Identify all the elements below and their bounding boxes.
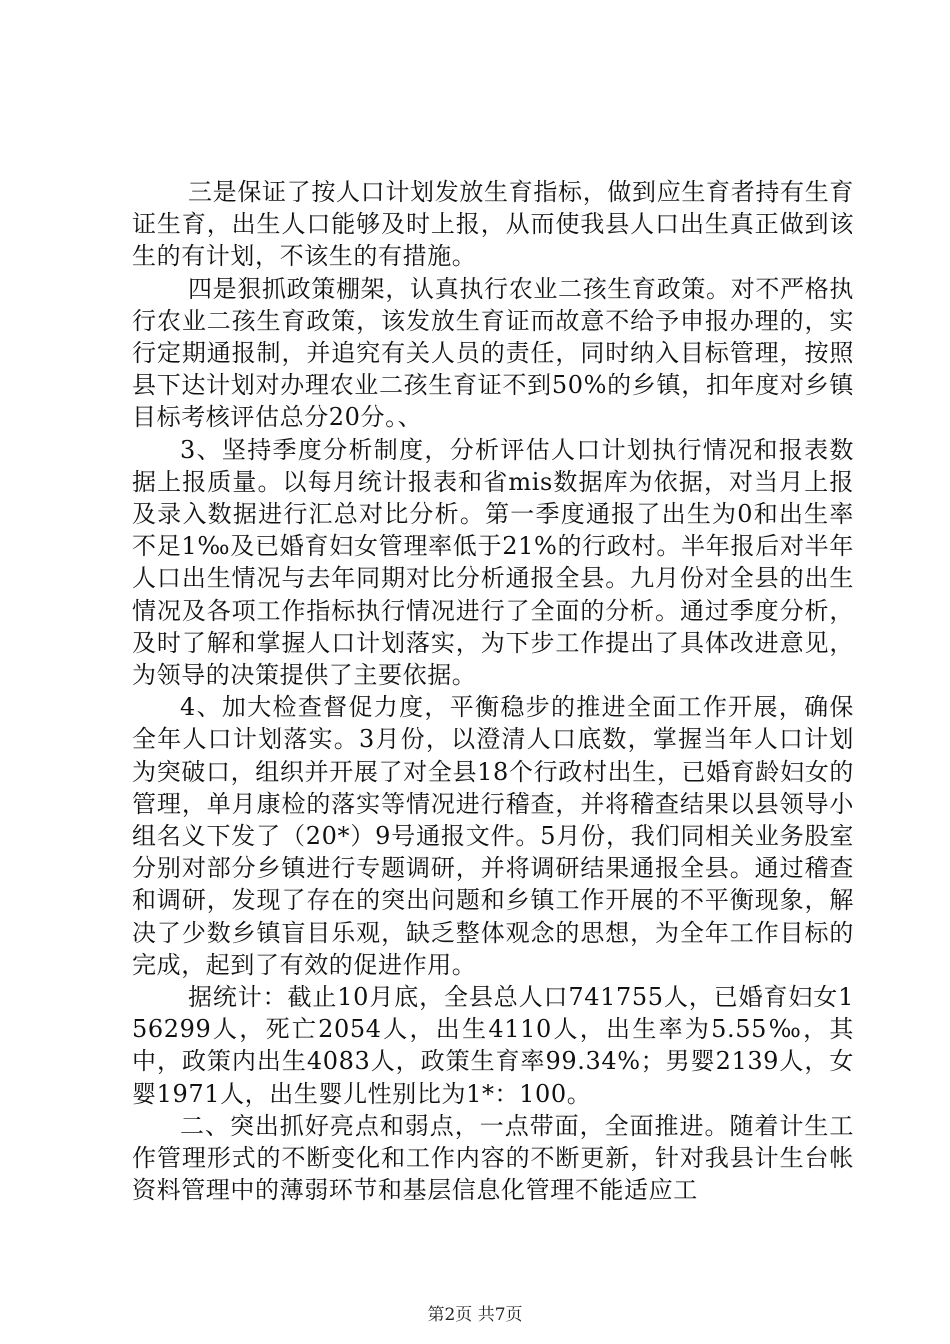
paragraph-statistics: 据统计：截止10月底，全县总人口741755人，已婚育妇女156299人，死亡2054人，出生4110人，出生率为5.55‰，其中，政策内出生4083人，政策生育率99.34%；男婴2139人，女婴1971人，出生婴儿性别比为1*：100。 xyxy=(132,983,854,1108)
paragraph-inspection: 4、加大检查督促力度，平衡稳步的推进全面工作开展，确保全年人口计划落实。3月份，以澄清人口底数，掌握当年人口计划为突破口，组织并开展了对全县18个行政村出生，已婚育龄妇女的管理，单月康检的落实等情况进行稽查，并将稽查结果以县领导小组名义下发了（20*）9号通报文件。5月份，我们同相关业务股室分别对部分乡镇进行专题调研，并将调研结果通报全县。通过稽查和调研，发现了存在的突出问题和乡镇工作开展的不平衡现象，解决了少数乡镇盲目乐观，缺乏整体观念的思想，为全年工作目标的完成，起到了有效的促进作用。 xyxy=(132,693,854,979)
page-number-footer: 第2页 共7页 xyxy=(427,1305,523,1325)
paragraph-third-point: 三是保证了按人口计划发放生育指标，做到应生育者持有生育证生育，出生人口能够及时上报，从而使我县人口出生真正做到该生的有计划，不该生的有措施。 xyxy=(132,178,854,271)
paragraph-quarterly-analysis: 3、坚持季度分析制度，分析评估人口计划执行情况和报表数据上报质量。以每月统计报表和省mis数据库为依据，对当月上报及录入数据进行汇总对比分析。第一季度通报了出生为0和出生率不足1‰及已婚育妇女管理率低于21%的行政村。半年报后对半年人口出生情况与去年同期对比分析通报全县。九月份对全县的出生情况及各项工作指标执行情况进行了全面的分析。通过季度分析，及时了解和掌握人口计划落实，为下步工作提出了具体改进意见，为领导的决策提供了主要依据。 xyxy=(132,435,854,690)
paragraph-fourth-point: 四是狠抓政策棚架，认真执行农业二孩生育政策。对不严格执行农业二孩生育政策，该发放生育证而故意不给予申报办理的，实行定期通报制，并追究有关人员的责任，同时纳入目标管理，按照县下达计划对办理农业二孩生育证不到50%的乡镇，扣年度对乡镇目标考核评估总分20分。、 xyxy=(132,274,854,432)
document-body xyxy=(132,176,854,1207)
paragraph-section-two: 二、突出抓好亮点和弱点，一点带面，全面推进。随着计生工作管理形式的不断变化和工作内容的不断更新，针对我县计生台帐资料管理中的薄弱环节和基层信息化管理不能适应工 xyxy=(132,1111,854,1205)
